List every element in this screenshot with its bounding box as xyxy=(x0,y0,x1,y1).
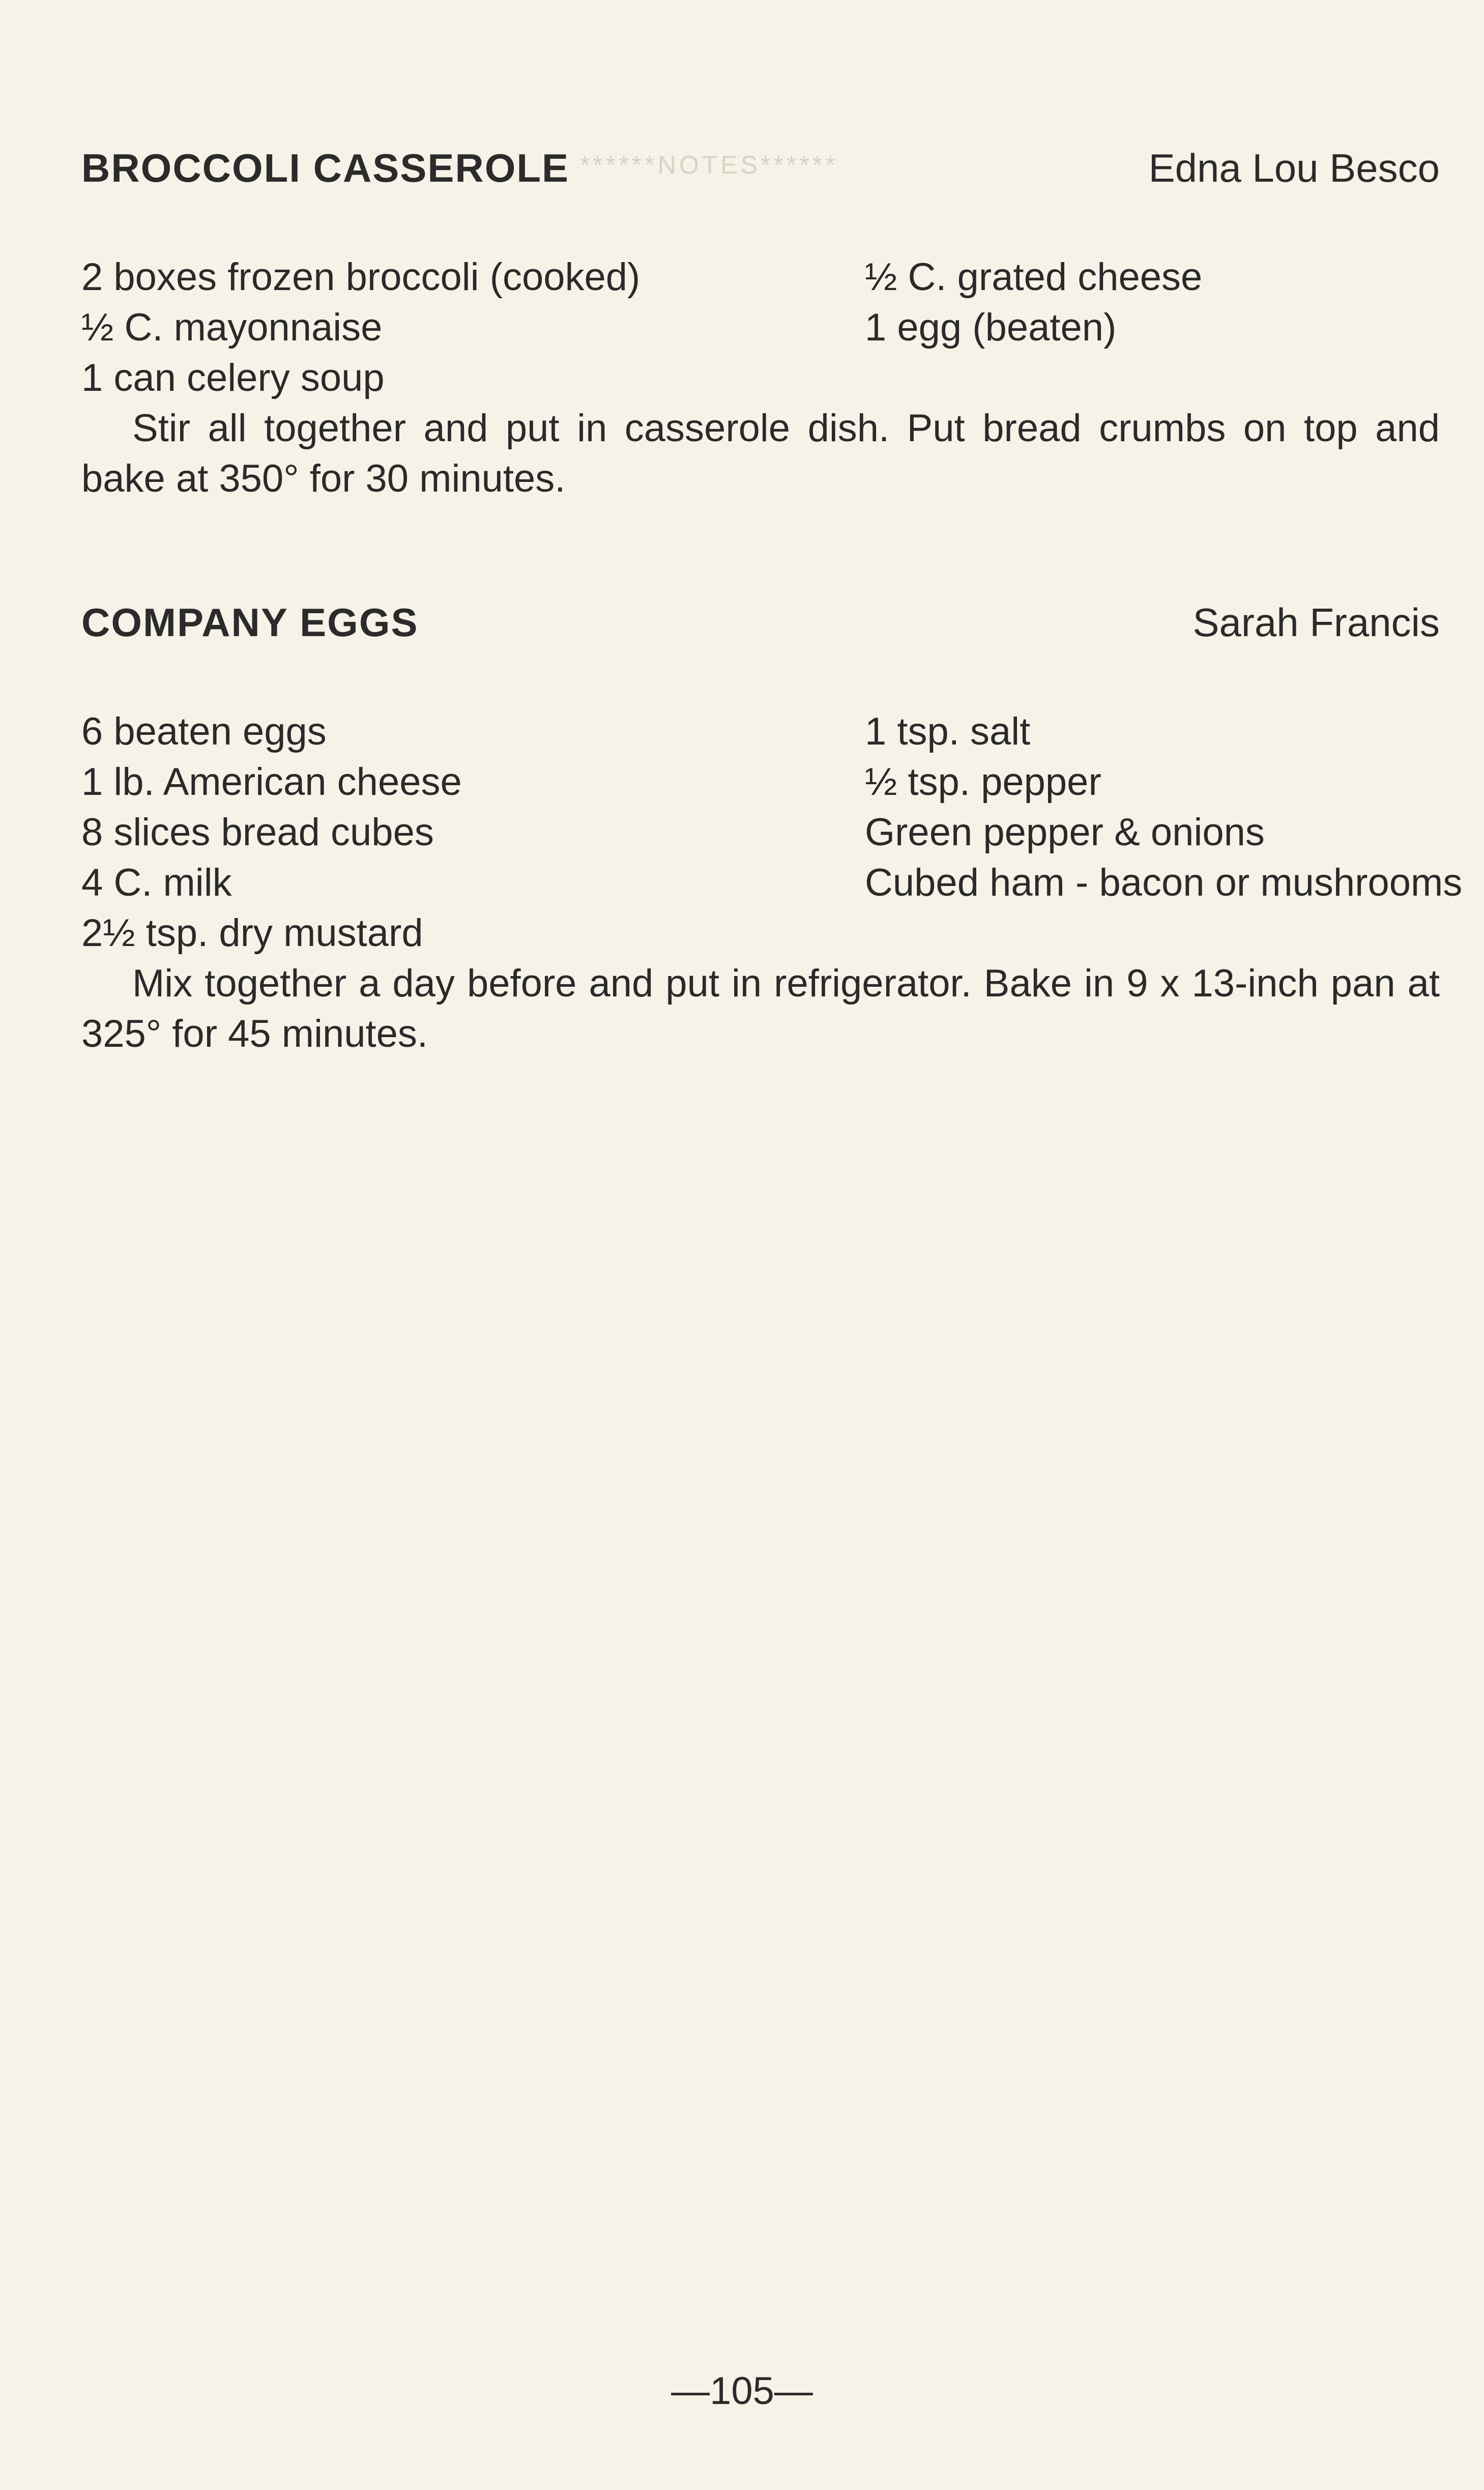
ingredient: 1 egg (beaten) xyxy=(865,306,1117,349)
ingredient: Cubed ham - bacon or mushrooms xyxy=(865,861,1463,904)
ingredient: ½ C. mayonnaise xyxy=(81,306,383,349)
ingredients-list xyxy=(81,252,1440,403)
ingredients-right-column xyxy=(865,252,1440,353)
ingredient: ½ C. grated cheese xyxy=(865,255,1203,299)
recipe-author: Sarah Francis xyxy=(1192,600,1440,645)
ingredient: ½ tsp. pepper xyxy=(865,760,1101,804)
ingredients-left-column xyxy=(81,252,845,403)
recipe-company-eggs xyxy=(81,599,1463,1059)
ingredient: 2 boxes frozen broccoli (cooked) xyxy=(81,255,641,299)
recipe-header xyxy=(81,599,1440,650)
recipe-broccoli-casserole xyxy=(81,145,1440,504)
ingredients-list xyxy=(81,706,1463,958)
ingredient: 4 C. milk xyxy=(81,861,232,904)
page-number: —105— xyxy=(671,2369,813,2413)
recipe-header xyxy=(81,145,1440,196)
ingredient: 1 lb. American cheese xyxy=(81,760,462,804)
recipe-instructions: Stir all together and put in casserole dish. Put bread crumbs on top and bake at 350° for 30 minutes. xyxy=(81,407,1440,500)
ingredients-left-column xyxy=(81,706,845,958)
ingredient: 6 beaten eggs xyxy=(81,710,327,753)
ingredient: 1 tsp. salt xyxy=(865,710,1031,753)
recipe-instructions: Mix together a day before and put in refrigerator. Bake in 9 x 13-inch pan at 325° for 45 minutes. xyxy=(81,962,1440,1055)
recipe-author: Edna Lou Besco xyxy=(1148,146,1440,190)
ingredient: 2½ tsp. dry mustard xyxy=(81,911,423,955)
bleed-through-watermark: ******NOTES****** xyxy=(580,151,838,179)
recipe-title: COMPANY EGGS xyxy=(81,600,419,645)
ingredient: 8 slices bread cubes xyxy=(81,811,434,854)
ingredients-right-column xyxy=(865,706,1463,908)
recipe-title: BROCCOLI CASSEROLE xyxy=(81,146,570,190)
ingredient: Green pepper & onions xyxy=(865,811,1265,854)
ingredient: 1 can celery soup xyxy=(81,356,385,399)
